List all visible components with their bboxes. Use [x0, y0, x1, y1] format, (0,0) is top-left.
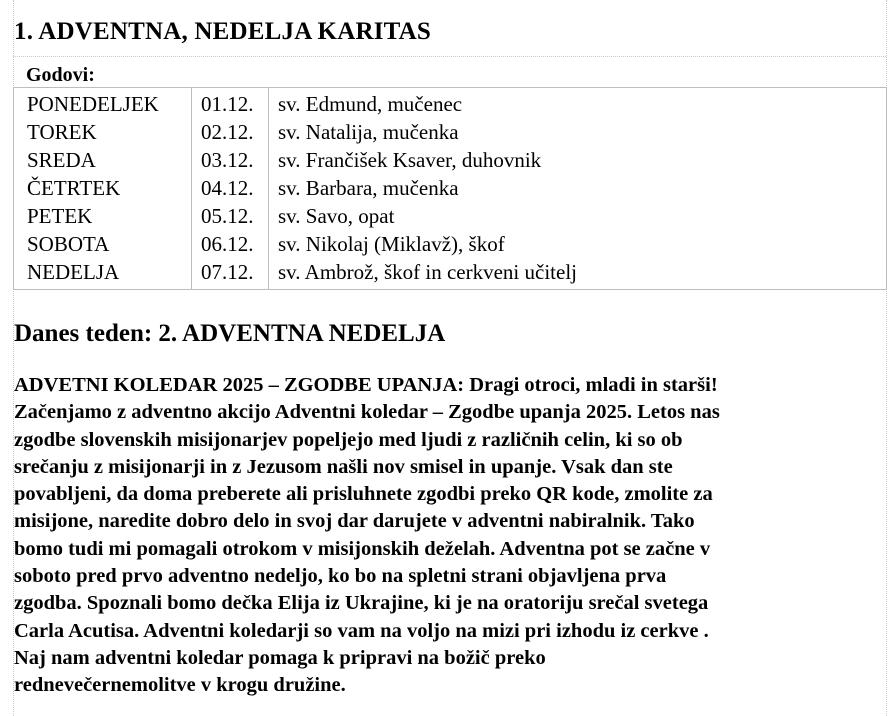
- paragraph-line: srečanju z misijonarji in z Jezusom našli nov smisel in upanje. Vsak dan ste: [14, 455, 673, 478]
- saint-cell: sv. Ambrož, škof in cerkveni učitelj: [269, 258, 887, 290]
- day-cell: NEDELJA: [14, 258, 192, 290]
- paragraph-line: povabljeni, da doma preberete ali prisluhnete zgodbi preko QR kode, zmolite za: [14, 483, 713, 506]
- saint-cell: sv. Frančišek Ksaver, duhovnik: [269, 146, 887, 174]
- date-cell: 03.12.: [192, 146, 269, 174]
- date-cell: 02.12.: [192, 118, 269, 146]
- advent-calendar-paragraph: [14, 372, 886, 700]
- paragraph-line: zgodbe slovenskih misijonarjev popeljejo med ljudi z različnih celin, ki so ob: [14, 428, 683, 451]
- day-cell: SREDA: [14, 146, 192, 174]
- table-row: [14, 118, 887, 146]
- date-cell: 04.12.: [192, 174, 269, 202]
- saint-cell: sv. Barbara, mučenka: [269, 174, 887, 202]
- saint-cell: sv. Edmund, mučenec: [269, 88, 887, 119]
- table-row: [14, 230, 887, 258]
- day-cell: TOREK: [14, 118, 192, 146]
- table-row: [14, 174, 887, 202]
- table-row: [14, 146, 887, 174]
- table-row: [14, 258, 887, 290]
- paragraph-line: soboto pred prvo adventno nedeljo, ko bo na spletni strani objavljena prva: [14, 565, 667, 588]
- date-cell: 05.12.: [192, 202, 269, 230]
- date-cell: 07.12.: [192, 258, 269, 290]
- saint-cell: sv. Natalija, mučenka: [269, 118, 887, 146]
- paragraph-line: Naj nam adventni koledar pomaga k pripravi na božič preko: [14, 646, 546, 669]
- saint-cell: sv. Nikolaj (Miklavž), škof: [269, 230, 887, 258]
- paragraph-line: bomo tudi mi pomagali otrokom v misijonskih deželah. Adventna pot se začne v: [14, 537, 711, 560]
- table-row: [14, 88, 887, 119]
- date-cell: 01.12.: [192, 88, 269, 119]
- day-cell: PETEK: [14, 202, 192, 230]
- paragraph-line: Carla Acutisa. Adventni koledarji so vam na voljo na mizi pri izhodu iz cerkve .: [14, 619, 709, 642]
- page-title: 1. ADVENTNA, NEDELJA KARITAS: [14, 18, 432, 45]
- saint-cell: sv. Savo, opat: [269, 202, 887, 230]
- feast-days-table: [13, 87, 887, 290]
- table-row: [14, 202, 887, 230]
- date-cell: 06.12.: [192, 230, 269, 258]
- paragraph-line: zgodba. Spoznali bomo dečka Elija iz Ukrajine, ki je na oratoriju srečal svetega: [14, 592, 709, 615]
- day-cell: ČETRTEK: [14, 174, 192, 202]
- paragraph-line: ADVETNI KOLEDAR 2025 – ZGODBE UPANJA: Dragi otroci, mladi in starši!: [14, 374, 718, 396]
- feasts-label: Godovi:: [26, 64, 95, 86]
- paragraph-line: Začenjamo z adventno akcijo Adventni koledar – Zgodbe upanja 2025. Letos nas: [14, 401, 720, 424]
- day-cell: SOBOTA: [14, 230, 192, 258]
- next-week-heading: Danes teden: 2. ADVENTNA NEDELJA: [14, 320, 446, 347]
- paragraph-line: misijone, naredite dobro delo in svoj dar darujete v adventni nabiralnik. Tako: [14, 510, 695, 533]
- day-cell: PONEDELJEK: [14, 88, 192, 119]
- guide-line-top: [13, 56, 886, 57]
- paragraph-line: rednevečernemolitve v krogu družine.: [14, 674, 346, 697]
